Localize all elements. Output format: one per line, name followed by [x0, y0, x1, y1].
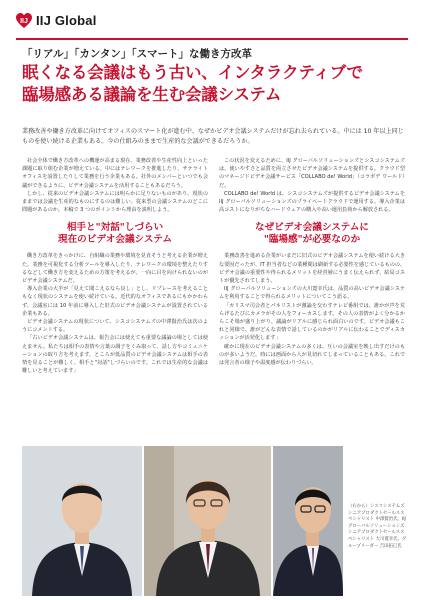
article-lead: 業務改善や働き方改革に向けてオフィスのスマート化が進む中、なぜかビデオ会議システムだけが忘れ去られている。中には 10 年以上同じものを使い続ける企業もある。今の仕組みのままで生産的な会議ができるだろうか。 [22, 128, 404, 145]
paragraph: COLLABO de! World は、シスコシステムズが提供するビデオ会議システムを IIJ グローバルソリューションズのプライベートクラウドで運用する。導入企業は高コストになりがちなハードウェアの購入や高い運用負荷から解放される。 [219, 190, 405, 214]
speaker-photo-2 [144, 446, 271, 596]
paragraph: 導入企業の大半が「見えて聞こえるなら良し」とし、リプレースを考えることもなく現状のシステムを使い続けている。近代的なオフィスであるにもかかわらず、会議室には 10 年前に導入した旧式のビデオ会議システムが設置されている企業もある。 [22, 286, 208, 317]
paragraph: 確かに現在のビデオ会議システムの多くは、互いの会議室を映し出すだけのものが多いようだ。時には画面から人が見切れてしまっていることもある。これでは発言者の様子や温度感が伝わりづらい。 [219, 343, 405, 367]
photo-strip [0, 446, 424, 600]
article-headline-line1: 眠くなる会議はもう古い、インタラクティブで [22, 63, 363, 82]
paragraph: この状況を変えるために、IIJ グローバルソリューションズとシスコシステムズは、使いやすさと品質を両立させたビデオ会議システムを提供する。クラウド型のマネージドビデオ会議サービス「COLLABO de! World」（コラボデ ワールド）だ。 [219, 158, 405, 189]
paragraph: 「古いビデオ会議システムは、報告会には使えても重要な議論の場としては使えません。私たちは相手の表情や言葉の調子をくみ取って、話し方やコミュニケーションの取り方を考えます。ところが低品質のビデオ会議システムは相手の表情を見ることが難しく、相手と"対話"しづらいのです。これでは生産的な会議は難しいと考えています」 [22, 335, 208, 375]
photo-caption: （右から）シスコシステムズ シニアプロダクトセールススペシャリスト 中澤賢治氏、IIJ グローバルソリューションズ シニアプロダクトセールススペシャリスト 大川寛幸氏、グループリーダー 吉田拓巳氏 [348, 504, 407, 549]
section-heading-line2: 現在のビデオ会議システム [58, 234, 172, 246]
article-kicker: 「リアル」「カンタン」「スマート」な働き方改革 [22, 48, 252, 60]
paragraph: ビデオ会議システムの現状について、シスコシステムズの中澤賢治氏は次のようにコメントする。 [22, 319, 208, 334]
person-illustration [144, 446, 271, 596]
paragraph: IIJ グローバルソリューションズの大川寛幸氏は、品質の高いビデオ会議システムを利用することで得られるメリットについてこう語る。 [219, 286, 405, 301]
speaker-photo-3 [273, 446, 343, 596]
page-header [0, 0, 424, 38]
header-divider [16, 38, 408, 40]
section-heading-line1: 相手と"対話"しづらい [66, 222, 164, 234]
section-heading-line2: "臨場感"が必要なのか [263, 234, 361, 246]
section-heading [22, 222, 208, 246]
paragraph: しかし、従来のビデオ会議システムには明らかに足りないものがあり、現状のままでは会議を生産的なものにするのは難しい。従来型の会議システムのどこに問題があるのか。本稿で 3 つのポイントから理由を説明しよう。 [22, 190, 208, 214]
speaker-photo-1 [22, 446, 142, 596]
body-column-right [219, 157, 405, 457]
person-illustration [273, 446, 343, 596]
body-column-left [22, 157, 208, 457]
brand-logo-icon [16, 13, 32, 29]
brand-logo-text: IIJ Global [36, 13, 97, 28]
article-titles [22, 47, 407, 105]
section-heading-line1: なぜビデオ会議システムに [255, 222, 369, 234]
paragraph: 「カリスマ司会者とパネリストが激論を交わすテレビ番組では、誰かが声を荒らげるたびにカメラがその人をフォーカスします。その人の表情がよく分かるからこそ場が盛り上がり、議論がリアルに感じられ面白いのです。ビデオ会議もこれと同様で、誰がどんな表情で話しているのかがリアルに伝わることでディスカッションが活発化します」 [219, 302, 405, 342]
svg-text:IIJ: IIJ [20, 18, 28, 25]
paragraph: 業務改善を進める企業がいまだに旧式のビデオ会議システムを使い続ける大きな要因だったが、IT 担当者などの業種間は刷新する必要性を感じているものの、ビデオ会議の重要性や得られるメリットを経営層にうまく伝えられず、結局コストが優先されてしまう。 [219, 253, 405, 285]
paragraph: 働き方改革をきっかけに、自組織の業務や環境を見直そうと考える企業が増えた。業務を可視化する分析ツールを導入したり、テレワークの環境を整えたりするなどして働き方を変えるための方策を考えるが、一向に目を向けられないのがビデオ会議システムだ。 [22, 253, 208, 285]
paragraph: 社会全体で働き方改革への機運が高まる現在、業務改善や生産性向上といった課題に取り組む企業が増えている。中にはテレワークを推進したり、サテライトオフィスを設置したりして業務を行う企業もある。社外のメンバーといつでも会議ができるように、ビデオ会議システムを活用することもあるだろう。 [22, 158, 208, 189]
section-heading [219, 222, 405, 246]
article-headline-line2: 臨場感ある議論を生む会議システム [22, 85, 282, 104]
person-illustration [22, 446, 142, 596]
